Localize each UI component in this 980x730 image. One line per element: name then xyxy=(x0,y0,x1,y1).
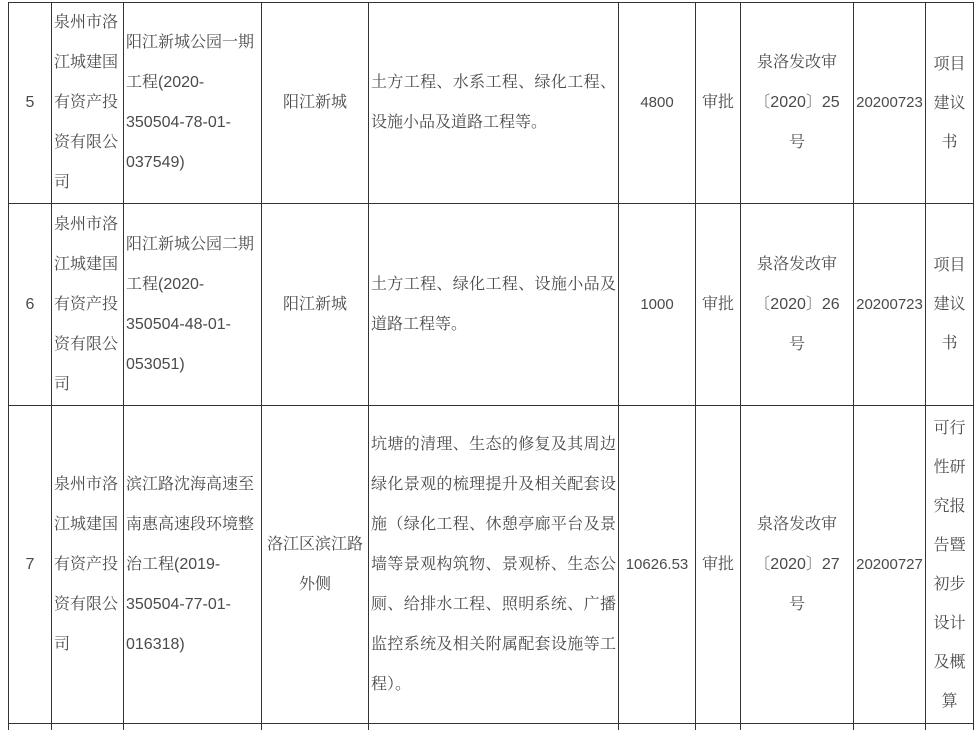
location-cell: 阳江新城 xyxy=(262,204,369,406)
investment-amount-cell: 10626.53 xyxy=(619,406,696,724)
table-row-partial xyxy=(9,724,974,730)
investment-amount-cell: 4800 xyxy=(619,3,696,204)
construction-content-cell: 坑塘的清理、生态的修复及其周边绿化景观的梳理提升及相关配套设施（绿化工程、休憩亭廊平台及景墙等景观构筑物、景观桥、生态公厕、给排水工程、照明系统、广播监控系统及相关附属配套设施等工程）。 xyxy=(369,406,619,724)
document-number-cell: 泉洛发改审〔2020〕27号 xyxy=(741,406,854,724)
empty-cell xyxy=(262,724,369,730)
seq-cell: 7 xyxy=(9,406,52,724)
table-row xyxy=(9,204,974,406)
table-row xyxy=(9,3,974,204)
construction-content-cell: 土方工程、水系工程、绿化工程、设施小品及道路工程等。 xyxy=(369,3,619,204)
project-name-cell: 阳江新城公园一期工程(2020-350504-78-01-037549) xyxy=(124,3,262,204)
approval-type-cell: 审批 xyxy=(696,204,741,406)
location-cell: 洛江区滨江路外侧 xyxy=(262,406,369,724)
document-type-cell: 项目建议书 xyxy=(926,204,974,406)
approval-type-cell: 审批 xyxy=(696,3,741,204)
project-approval-table xyxy=(8,2,974,730)
date-cell: 20200723 xyxy=(854,3,926,204)
table-row xyxy=(9,406,974,724)
empty-cell xyxy=(696,724,741,730)
company-cell: 泉州市洛江城建国有资产投资有限公司 xyxy=(52,3,124,204)
location-cell: 阳江新城 xyxy=(262,3,369,204)
empty-cell xyxy=(854,724,926,730)
document-type-cell: 可行性研究报告暨初步设计及概算 xyxy=(926,406,974,724)
empty-cell xyxy=(52,724,124,730)
seq-cell: 6 xyxy=(9,204,52,406)
date-cell: 20200727 xyxy=(854,406,926,724)
empty-cell xyxy=(619,724,696,730)
investment-amount-cell: 1000 xyxy=(619,204,696,406)
empty-cell xyxy=(369,724,619,730)
project-name-cell: 滨江路沈海高速至南惠高速段环境整治工程(2019-350504-77-01-016318) xyxy=(124,406,262,724)
document-number-cell: 泉洛发改审〔2020〕25号 xyxy=(741,3,854,204)
document-type-cell: 项目建议书 xyxy=(926,3,974,204)
approval-type-cell: 审批 xyxy=(696,406,741,724)
empty-cell xyxy=(9,724,52,730)
seq-cell: 5 xyxy=(9,3,52,204)
document-number-cell: 泉洛发改审〔2020〕26号 xyxy=(741,204,854,406)
empty-cell xyxy=(124,724,262,730)
date-cell: 20200723 xyxy=(854,204,926,406)
project-name-cell: 阳江新城公园二期工程(2020-350504-48-01-053051) xyxy=(124,204,262,406)
empty-cell xyxy=(741,724,854,730)
construction-content-cell: 土方工程、绿化工程、设施小品及道路工程等。 xyxy=(369,204,619,406)
empty-cell xyxy=(926,724,974,730)
company-cell: 泉州市洛江城建国有资产投资有限公司 xyxy=(52,204,124,406)
company-cell: 泉州市洛江城建国有资产投资有限公司 xyxy=(52,406,124,724)
